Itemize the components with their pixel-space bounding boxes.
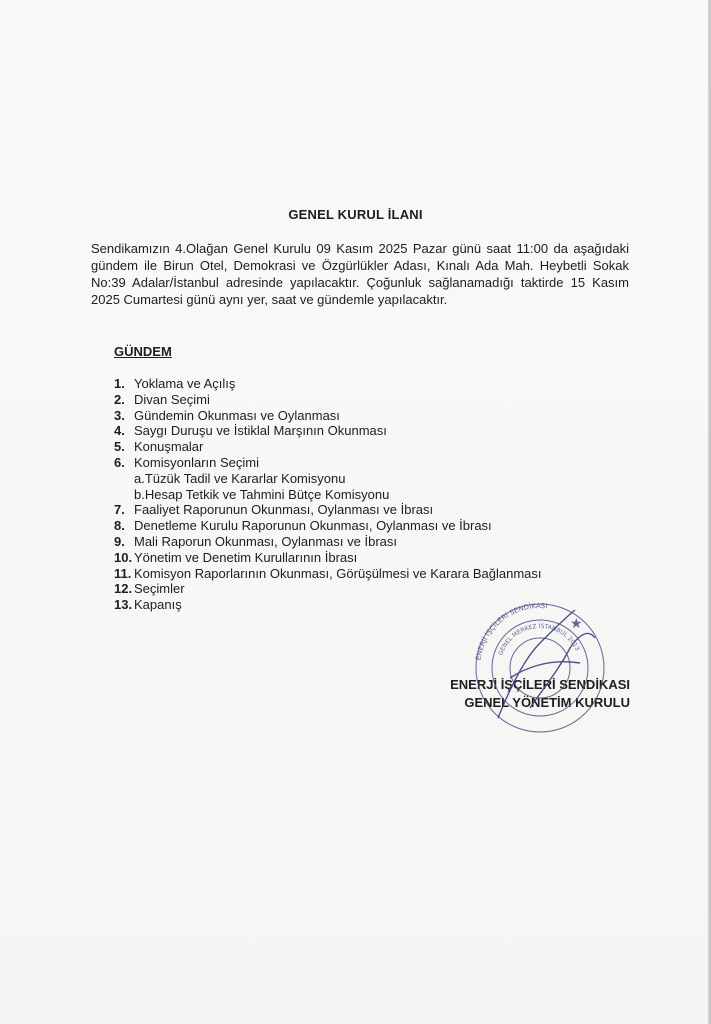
agenda-item <box>114 518 634 534</box>
agenda-subitem <box>114 487 634 503</box>
intro-paragraph: Sendikamızın 4.Olağan Genel Kurulu 09 Kasım 2025 Pazar günü saat 11:00 da aşağıdaki gündem ile Birun Otel, Demokrasi ve Özgürlükler Adası, Kınalı Ada Mah. Heybetli Sokak No:39 Adalar/İstanbul adresinde yapılacaktır. Çoğunluk sağlanamadığı taktirde 15 Kasım 2025 Cumartesi günü aynı yer, saat ve gündemle yapılacaktır. <box>91 241 629 307</box>
stamp-inner-text: GENEL MERKEZ İSTANBUL 2013 <box>497 622 581 657</box>
agenda-item-text: Saygı Duruşu ve İstiklal Marşının Okunması <box>134 423 387 439</box>
agenda-list <box>114 376 634 613</box>
agenda-subitem-text: b.Hesap Tetkik ve Tahmini Bütçe Komisyonu <box>134 486 390 502</box>
agenda-item <box>114 423 634 439</box>
agenda-item <box>114 581 634 597</box>
signature-line-1: ENERJİ İŞÇİLERİ SENDİKASI <box>450 677 630 692</box>
agenda-item-text: Komisyonların Seçimi <box>134 454 259 470</box>
agenda-item <box>114 455 634 471</box>
agenda-item-number: 9. <box>114 533 125 549</box>
agenda-item <box>114 566 634 582</box>
agenda-item-text: Faaliyet Raporunun Okunması, Oylanması ve İbrası <box>134 502 434 518</box>
agenda-item <box>114 502 634 518</box>
signature-line-2: GENEL YÖNETİM KURULU <box>464 695 630 710</box>
agenda-item-text: Komisyon Raporlarının Okunması, Görüşülmesi ve Karara Bağlanması <box>134 565 542 581</box>
agenda-item-number: 2. <box>114 391 125 407</box>
agenda-subitem <box>114 471 634 487</box>
agenda-item-number: 6. <box>114 454 125 470</box>
agenda-item-text: Seçimler <box>134 581 185 597</box>
agenda-item <box>114 392 634 408</box>
agenda-item-text: Mali Raporun Okunması, Oylanması ve İbrası <box>134 533 397 549</box>
agenda-item <box>114 408 634 424</box>
official-stamp <box>470 598 610 738</box>
star-icon: ★ <box>570 616 583 632</box>
agenda-item-number: 7. <box>114 502 125 518</box>
agenda-item-text: Denetleme Kurulu Raporunun Okunması, Oylanması ve İbrası <box>134 518 492 534</box>
agenda-item-text: Kapanış <box>134 597 182 613</box>
agenda-item-text: Gündemin Okunması ve Oylanması <box>134 407 340 423</box>
agenda-item-text: Divan Seçimi <box>134 391 210 407</box>
agenda-item-number: 3. <box>114 407 125 423</box>
agenda-item-number: 4. <box>114 423 125 439</box>
agenda-item-text: Konuşmalar <box>134 439 204 455</box>
document-title: GENEL KURUL İLANI <box>288 207 423 222</box>
agenda-item-number: 12. <box>114 581 133 597</box>
agenda-item <box>114 439 634 455</box>
agenda-item-number: 11. <box>114 565 132 581</box>
agenda-subitem-text: a.Tüzük Tadil ve Kararlar Komisyonu <box>134 470 346 486</box>
agenda-item-number: 5. <box>114 439 125 455</box>
agenda-item <box>114 550 634 566</box>
agenda-item <box>114 376 634 392</box>
agenda-item-number: 8. <box>114 518 125 534</box>
agenda-item <box>114 534 634 550</box>
stamp-outer-text: ENERJİ İŞÇİLERİ SENDİKASI <box>474 601 548 661</box>
agenda-heading: GÜNDEM <box>114 344 172 359</box>
agenda-item-number: 13. <box>114 597 133 613</box>
agenda-item-text: Yönetim ve Denetim Kurullarının İbrası <box>134 549 358 565</box>
agenda-item-text: Yoklama ve Açılış <box>134 376 236 391</box>
agenda-item-number: 10. <box>114 549 133 565</box>
agenda-item-number: 1. <box>114 376 125 391</box>
